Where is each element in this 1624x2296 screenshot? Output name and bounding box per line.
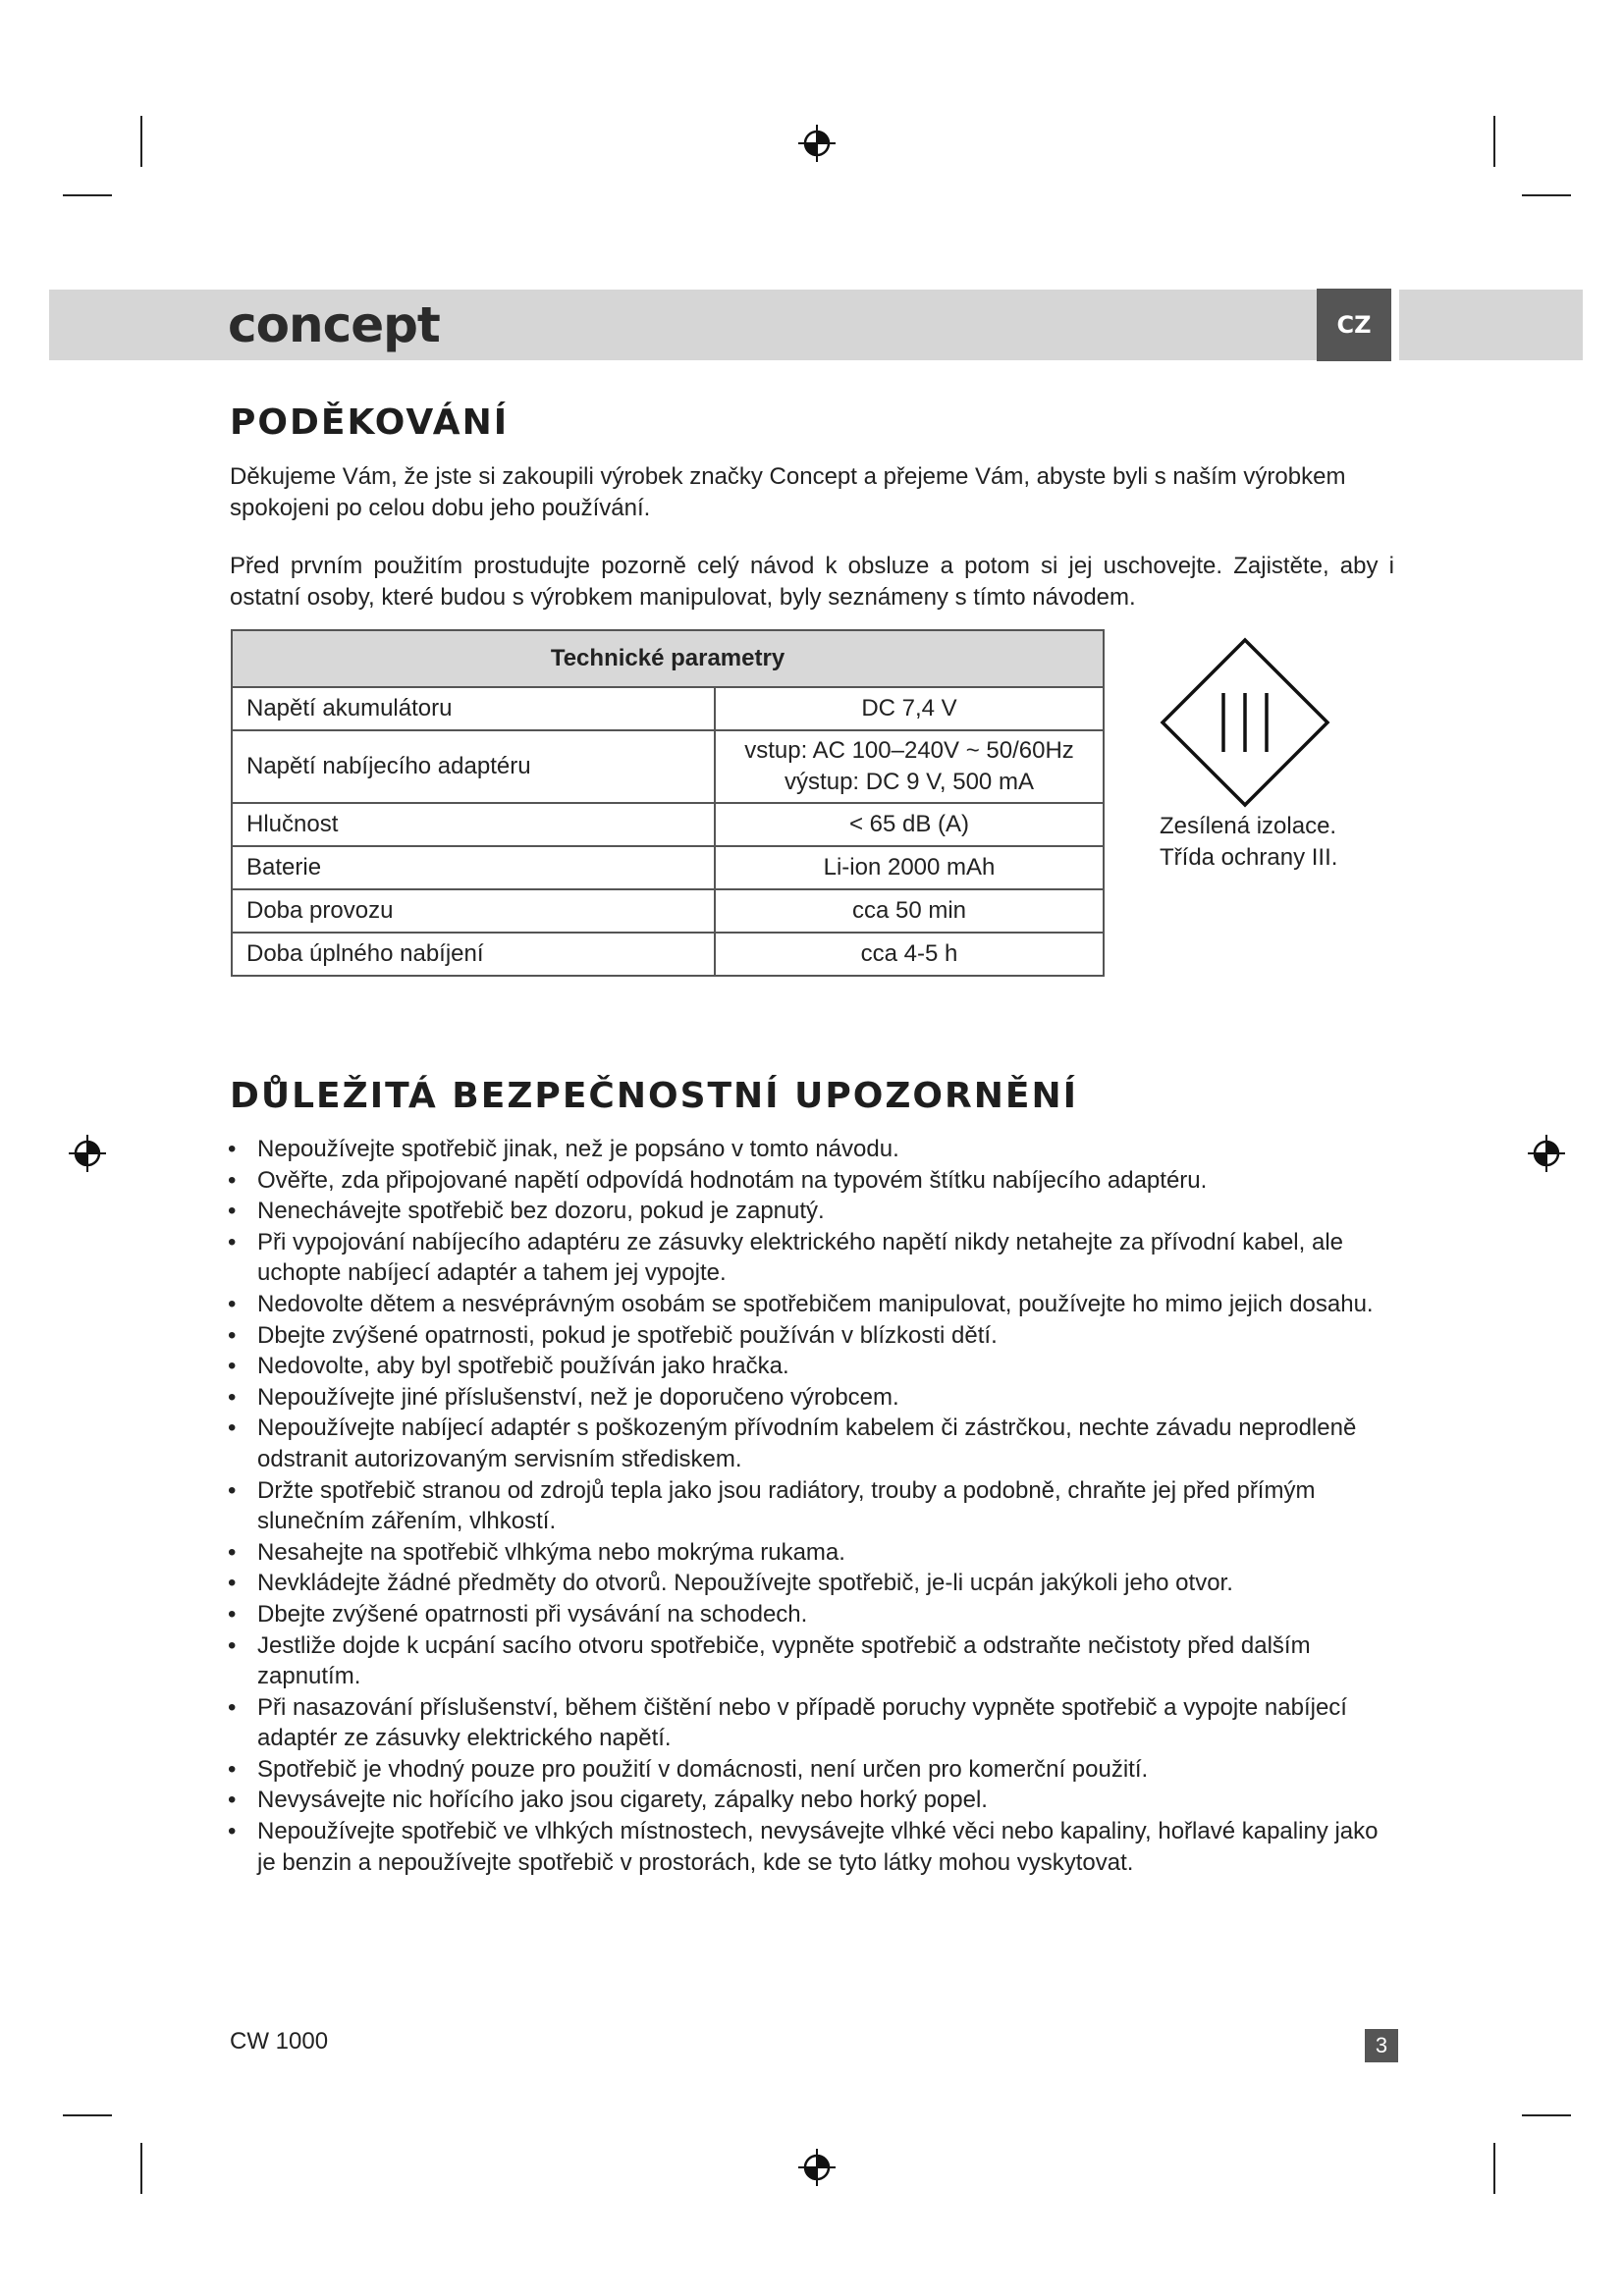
list-item: • Při nasazování příslušenství, během čištění nebo v případě poruchy vypněte spotřebič a vypojte nabíjecí adaptér ze zásuvky elektrického napětí. [228,1692,1400,1754]
list-item: • Nedovolte dětem a nesvéprávným osobám se spotřebičem manipulovat, používejte ho mimo jejich dosahu. [228,1289,1400,1320]
safety-title: DŮLEŽITÁ BEZPEČNOSTNÍ UPOZORNĚNÍ [230,1076,1078,1116]
tech-param-value: cca 4-5 h [715,933,1104,976]
safety-list [228,1134,1400,1878]
table-row [232,687,1104,730]
list-item: • Držte spotřebič stranou od zdrojů tepla jako jsou radiátory, trouby a podobně, chraňte jej před přímým slunečním zářením, vlhkostí. [228,1475,1400,1537]
crop-mark-bottom-right-horizontal [1522,2114,1571,2116]
tech-param-value: cca 50 min [715,889,1104,933]
list-item: • Dbejte zvýšené opatrnosti, pokud je spotřebič používán v blízkosti dětí. [228,1320,1400,1352]
list-item: • Nevkládejte žádné předměty do otvorů. Nepoužívejte spotřebič, je-li ucpán jakýkoli jeho otvor. [228,1568,1400,1599]
tech-params-table [231,629,1105,977]
list-item: • Ověřte, zda připojované napětí odpovídá hodnotám na typovém štítku nabíjecího adaptéru. [228,1165,1400,1197]
protection-caption-line-1: Zesílená izolace. [1160,813,1337,839]
list-item: • Spotřebič je vhodný pouze pro použití v domácnosti, není určen pro komerční použití. [228,1754,1400,1786]
page-number: 3 [1365,2029,1398,2062]
tech-param-value: DC 7,4 V [715,687,1104,730]
tech-param-label: Doba úplného nabíjení [232,933,715,976]
registration-mark-icon [797,124,837,163]
adapter-output-value: výstup: DC 9 V, 500 mA [785,769,1034,795]
list-item: • Dbejte zvýšené opatrnosti při vysávání na schodech. [228,1599,1400,1630]
registration-mark-icon [1527,1134,1566,1173]
tech-param-value [715,730,1104,803]
thanks-paragraph-2: Před prvním použitím prostudujte pozorně celý návod k obsluze a potom si jej uschovejte. Zajistěte, aby i ostatní osoby, které budou s výrobkem manipulovat, byly seznámeny s tímto návodem. [230,553,1394,611]
table-row [232,889,1104,933]
table-row [232,846,1104,889]
crop-mark-top-right-horizontal [1522,194,1571,196]
registration-mark-icon [68,1134,107,1173]
crop-mark-bottom-left-horizontal [63,2114,112,2116]
tech-param-value: Li-ion 2000 mAh [715,846,1104,889]
tech-params-title: Technické parametry [232,630,1104,687]
list-item: • Nenechávejte spotřebič bez dozoru, pokud je zapnutý. [228,1196,1400,1227]
protection-caption-line-2: Třída ochrany III. [1160,844,1338,871]
tech-param-label: Hlučnost [232,803,715,846]
list-item: • Nedovolte, aby byl spotřebič používán jako hračka. [228,1351,1400,1382]
table-row [232,730,1104,803]
list-item: • Jestliže dojde k ucpání sacího otvoru spotřebiče, vypněte spotřebič a odstraňte nečistoty před dalším zapnutím. [228,1630,1400,1692]
thanks-paragraph-1: Děkujeme Vám, že jste si zakoupili výrobek značky Concept a přejeme Vám, abyste byli s naším výrobkem spokojeni po celou dobu jeho používání. [230,463,1346,521]
brand-logo: concept [228,296,440,353]
list-item: • Nesahejte na spotřebič vlhkýma nebo mokrýma rukama. [228,1537,1400,1569]
tech-param-label: Napětí akumulátoru [232,687,715,730]
footer-model-number: CW 1000 [230,2028,329,2055]
crop-mark-bottom-right-vertical [1493,2143,1495,2194]
crop-mark-bottom-left-vertical [140,2143,142,2194]
list-item: • Nepoužívejte spotřebič jinak, než je popsáno v tomto návodu. [228,1134,1400,1165]
header-divider [1391,289,1399,361]
tech-param-label: Doba provozu [232,889,715,933]
registration-mark-icon [797,2148,837,2187]
tech-param-label: Baterie [232,846,715,889]
protection-class-caption [1160,811,1337,874]
tech-param-label: Napětí nabíjecího adaptéru [232,730,715,803]
list-item: • Nepoužívejte jiné příslušenství, než je doporučeno výrobcem. [228,1382,1400,1414]
crop-mark-top-left-vertical [140,116,142,167]
tech-param-value: < 65 dB (A) [715,803,1104,846]
crop-mark-top-right-vertical [1493,116,1495,167]
table-row [232,803,1104,846]
list-item: • Při vypojování nabíjecího adaptéru ze zásuvky elektrického napětí nikdy netahejte za přívodní kabel, ale uchopte nabíjecí adaptér a tahem jej vypojte. [228,1227,1400,1289]
list-item: • Nevysávejte nic hořícího jako jsou cigarety, zápalky nebo horký popel. [228,1785,1400,1816]
thanks-title: PODĚKOVÁNÍ [230,402,510,443]
protection-class-iii-icon [1159,636,1331,809]
language-badge: CZ [1317,289,1391,361]
list-item: • Nepoužívejte spotřebič ve vlhkých místnostech, nevysávejte vlhké věci nebo kapaliny, hořlavé kapaliny jako je benzin a nepoužívejte spotřebič v prostorách, kde se tyto látky mohou vyskytovat. [228,1816,1400,1878]
table-row [232,933,1104,976]
adapter-input-value: vstup: AC 100–240V ~ 50/60Hz [744,737,1074,764]
crop-mark-top-left-horizontal [63,194,112,196]
list-item: • Nepoužívejte nabíjecí adaptér s poškozeným přívodním kabelem či zástrčkou, nechte závadu neprodleně odstranit autorizovaným servisním střediskem. [228,1413,1400,1474]
